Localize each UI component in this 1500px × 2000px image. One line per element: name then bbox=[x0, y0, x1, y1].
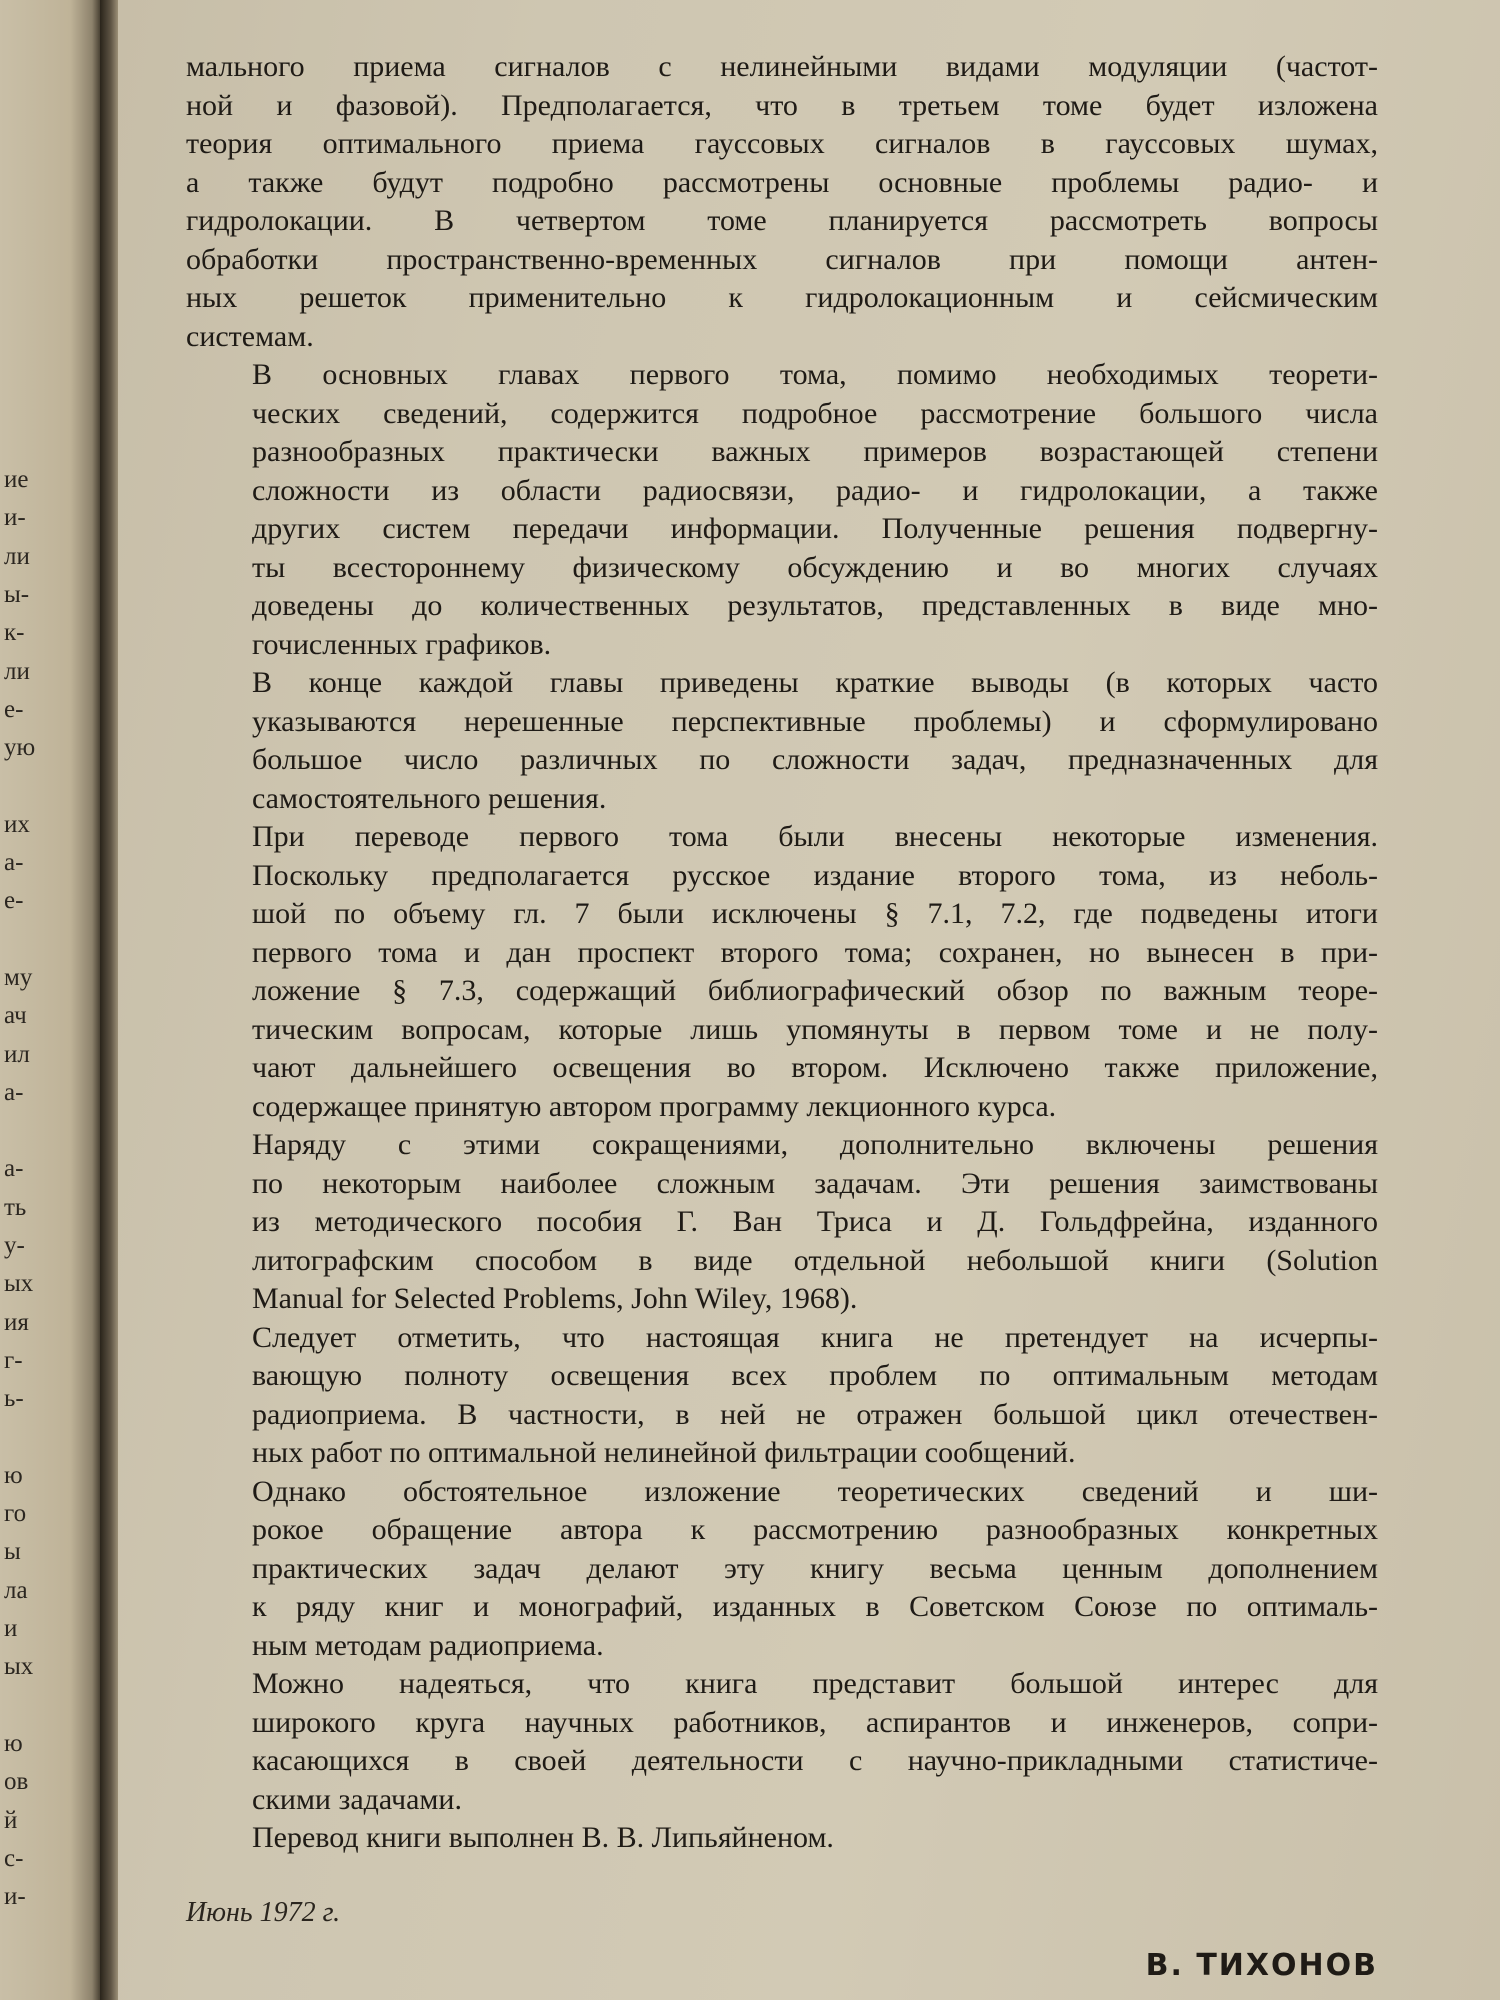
left-page-fragment: их bbox=[4, 810, 30, 838]
text-line: скими задачами. bbox=[252, 1782, 462, 1816]
text-line: литографским способом в виде отдельной небольшой книги (Solution bbox=[252, 1243, 1378, 1277]
left-page-fragment: ия bbox=[4, 1308, 29, 1336]
text-line: из методического пособия Г. Ван Триса и Д. Гольдфрейна, изданного bbox=[252, 1205, 1378, 1238]
text-line: а также будут подробно рассмотрены основные проблемы радио- и bbox=[186, 165, 1378, 199]
text-line: ложение § 7.3, содержащий библиографический обзор по важным теоре- bbox=[252, 974, 1378, 1007]
left-page-fragment: ие bbox=[4, 466, 29, 493]
text-line: шой по объему гл. 7 были исключены § 7.1, 7.2, где подведены итоги bbox=[252, 897, 1378, 930]
book-gutter bbox=[100, 0, 118, 2000]
left-page-fragment: у- bbox=[4, 1232, 25, 1259]
paragraph bbox=[186, 1319, 1378, 1473]
text-line: ных работ по оптимальной нелинейной фильтрации сообщений. bbox=[252, 1436, 1076, 1469]
left-page-fragment: ых bbox=[4, 1653, 34, 1681]
paragraph bbox=[186, 1473, 1378, 1666]
text-line: самостоятельного решения. bbox=[252, 781, 607, 815]
text-line: Поскольку предполагается русское издание второго тома, из неболь- bbox=[252, 858, 1378, 892]
text-line: ческих сведений, содержится подробное рассмотрение большого числа bbox=[252, 396, 1378, 430]
body-text bbox=[186, 48, 1378, 1858]
text-line: указываются нерешенные перспективные проблемы) и сформулировано bbox=[252, 704, 1378, 738]
left-page-fragment: е- bbox=[4, 887, 24, 915]
left-page-fragment: е- bbox=[4, 695, 24, 723]
text-line: практических задач делают эту книгу весьма ценным дополнением bbox=[252, 1551, 1378, 1585]
left-page-fragment: а- bbox=[4, 849, 24, 876]
left-page-fragment: ач bbox=[4, 1002, 27, 1030]
left-page-fragment: г- bbox=[4, 1346, 23, 1374]
author-signature: В. ТИХОНОВ bbox=[1145, 1948, 1378, 1983]
right-page bbox=[118, 0, 1500, 2000]
paragraph bbox=[186, 664, 1378, 818]
left-page-fragment: ли bbox=[4, 542, 30, 570]
left-page-fragment: ы bbox=[4, 1538, 21, 1566]
left-page-edge bbox=[0, 0, 100, 2000]
left-page-fragment: ю bbox=[4, 1729, 23, 1757]
left-page-fragment: ых bbox=[4, 1270, 34, 1298]
text-line: содержащее принятую автором программу лекционного курса. bbox=[252, 1089, 1057, 1123]
text-line: Можно надеяться, что книга представит большой интерес для bbox=[252, 1667, 1378, 1700]
text-line: вающую полноту освещения всех проблем по оптимальным методам bbox=[252, 1359, 1378, 1392]
text-line: разнообразных практически важных примеров возрастающей степени bbox=[252, 435, 1378, 468]
text-line: ным методам радиоприема. bbox=[252, 1628, 604, 1662]
text-line: тическим вопросам, которые лишь упомянуты в первом томе и не полу- bbox=[252, 1012, 1378, 1046]
left-page-fragment: й bbox=[4, 1806, 18, 1834]
date-line: Июнь 1972 г. bbox=[186, 1897, 341, 1928]
text-line: радиоприема. В частности, в ней не отражен большой цикл отечествен- bbox=[252, 1397, 1378, 1431]
text-line: большое число различных по сложности задач, предназначенных для bbox=[252, 743, 1378, 776]
text-line: гочисленных графиков. bbox=[252, 627, 552, 661]
text-line: мального приема сигналов с нелинейными видами модуляции (частот- bbox=[186, 50, 1378, 83]
text-line: теория оптимального приема гауссовых сигналов в гауссовых шумах, bbox=[186, 127, 1378, 160]
text-line: первого тома и дан проспект второго тома; сохранен, но вынесен в при- bbox=[252, 935, 1378, 969]
text-line: рокое обращение автора к рассмотрению разнообразных конкретных bbox=[252, 1513, 1378, 1546]
left-page-fragment: ил bbox=[4, 1040, 30, 1068]
left-page-fragment: го bbox=[4, 1500, 27, 1528]
text-line: других систем передачи информации. Полученные решения подвергну- bbox=[252, 512, 1378, 545]
left-page-fragment: ы- bbox=[4, 580, 30, 608]
left-page-fragment: ла bbox=[4, 1576, 28, 1604]
text-line: ной и фазовой). Предполагается, что в третьем томе будет изложена bbox=[186, 88, 1378, 122]
paragraph bbox=[186, 1819, 1378, 1858]
text-line: доведены до количественных результатов, представленных в виде мно- bbox=[252, 589, 1378, 622]
left-page-fragment: ов bbox=[4, 1768, 29, 1796]
left-page-fragment: к- bbox=[4, 619, 25, 647]
left-page-fragment: ь- bbox=[4, 1385, 24, 1413]
text-line: При переводе первого тома были внесены некоторые изменения. bbox=[252, 820, 1378, 853]
text-line: обработки пространственно-временных сигналов при помощи антен- bbox=[186, 242, 1378, 276]
text-line: сложности из области радиосвязи, радио- и гидролокации, а также bbox=[252, 473, 1378, 507]
left-page-fragment: с- bbox=[4, 1844, 24, 1872]
text-line: ты всестороннему физическому обсуждению и во многих случаях bbox=[252, 550, 1378, 584]
text-line: Manual for Selected Problems, John Wiley, 1968). bbox=[252, 1282, 858, 1315]
text-line: Следует отметить, что настоящая книга не претендует на исчерпы- bbox=[252, 1320, 1378, 1354]
left-page-fragment: и- bbox=[4, 1883, 26, 1911]
left-page-fragment: ю bbox=[4, 1461, 23, 1489]
text-line: В основных главах первого тома, помимо необходимых теорети- bbox=[252, 358, 1378, 391]
text-line: по некоторым наиболее сложным задачам. Эти решения заимствованы bbox=[252, 1166, 1378, 1200]
text-line: Однако обстоятельное изложение теоретических сведений и ши- bbox=[252, 1474, 1378, 1508]
text-line: системам. bbox=[186, 319, 314, 353]
left-page-fragment: ли bbox=[4, 657, 30, 685]
paragraph bbox=[186, 1665, 1378, 1819]
left-page-fragment: и- bbox=[4, 504, 26, 532]
text-line: В конце каждой главы приведены краткие выводы (в которых часто bbox=[252, 666, 1378, 699]
text-line: касающихся в своей деятельности с научно-прикладными статистиче- bbox=[252, 1744, 1378, 1777]
text-line: гидролокации. В четвертом томе планируется рассмотреть вопросы bbox=[186, 204, 1378, 237]
paragraph bbox=[186, 356, 1378, 664]
paragraph bbox=[186, 818, 1378, 1126]
text-line: Перевод книги выполнен В. В. Липьяйненом. bbox=[252, 1821, 834, 1854]
paragraph bbox=[186, 1126, 1378, 1319]
left-page-fragment: а- bbox=[4, 1155, 24, 1183]
text-line: широкого круга научных работников, аспирантов и инженеров, сопри- bbox=[252, 1705, 1378, 1739]
text-line: Наряду с этими сокращениями, дополнительно включены решения bbox=[252, 1128, 1378, 1161]
left-page-fragment: ую bbox=[4, 734, 36, 762]
paragraph bbox=[186, 48, 1378, 356]
text-line: чают дальнейшего освещения во втором. Исключено также приложение, bbox=[252, 1051, 1378, 1084]
left-page-fragment: и bbox=[4, 1615, 18, 1642]
left-page-fragment: ть bbox=[4, 1193, 27, 1221]
left-page-fragment: му bbox=[4, 963, 33, 991]
text-line: ных решеток применительно к гидролокационным и сейсмическим bbox=[186, 281, 1378, 314]
left-page-fragment: а- bbox=[4, 1078, 24, 1106]
text-line: к ряду книг и монографий, изданных в Советском Союзе по оптималь- bbox=[252, 1590, 1378, 1623]
